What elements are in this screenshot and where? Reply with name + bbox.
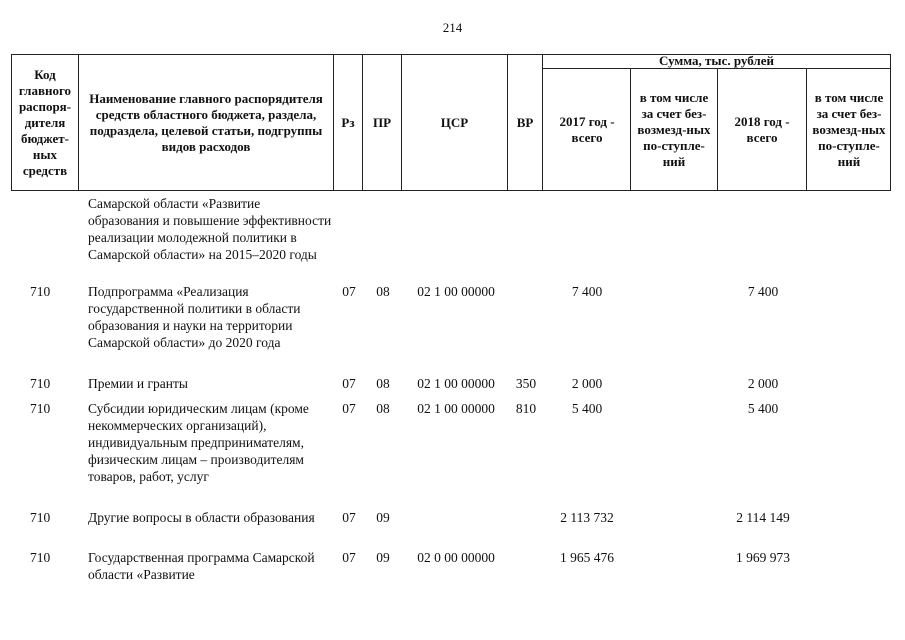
- row-csr: 02 1 00 00000: [417, 376, 495, 391]
- header-bottom-border: [11, 190, 891, 191]
- row-vr: 810: [515, 401, 537, 416]
- row-sum-2018: 7 400: [747, 284, 779, 299]
- row-pr: 08: [376, 401, 390, 416]
- row-sum-2017: 2 113 732: [560, 510, 614, 525]
- row-rz: 07: [342, 510, 356, 525]
- col-divider: [78, 54, 79, 191]
- col-divider: [806, 68, 807, 191]
- row-code: 710: [30, 510, 51, 525]
- header-name: Наименование главного распорядителя средств областного бюджета, раздела, подраздела, целевой статьи, подгруппы видов расходов: [89, 91, 323, 154]
- row-rz: 07: [342, 550, 356, 565]
- row-pr: 08: [376, 284, 390, 299]
- row-name: Премии и гранты: [88, 376, 188, 391]
- row-sum-2017: 5 400: [571, 401, 603, 416]
- row-code: 710: [30, 376, 51, 391]
- row-name: Государственная программа Самарской области «Развитие: [88, 550, 315, 582]
- header-2018-total: 2018 год - всего: [734, 114, 790, 145]
- header-right-border: [890, 54, 891, 191]
- table-header: [11, 54, 891, 191]
- header-2017-total: 2017 год - всего: [559, 114, 615, 145]
- row-name: Субсидии юридическим лицам (кроме некоммерческих организаций), индивидуальным предпринимателям, физическим лицам – производителям товаров, работ, услуг: [88, 401, 309, 484]
- row-sum-2018: 1 969 973: [736, 550, 790, 565]
- header-csr: ЦСР: [440, 115, 469, 130]
- header-2017-free: в том числе за счет без-возмезд-ных по-ступле-ний: [637, 90, 711, 169]
- row-name: Подпрограмма «Реализация государственной политики в области образования и науки на территории Самарской области» до 2020 года: [88, 284, 301, 350]
- row-code: 710: [30, 550, 51, 565]
- header-sum: Сумма, тыс. рублей: [659, 53, 774, 68]
- header-code: Код главного распоря-дителя бюджет-ных средств: [18, 67, 72, 178]
- row-name: Другие вопросы в области образования: [88, 510, 315, 525]
- header-left-border: [11, 54, 12, 191]
- page-number: 214: [442, 20, 463, 35]
- row-code: 710: [30, 401, 51, 416]
- table-row: [0, 195, 905, 280]
- table-row: [0, 509, 905, 543]
- header-2018-free: в том числе за счет без-возмезд-ных по-ступле-ний: [812, 90, 886, 169]
- row-sum-2018: 2 114 149: [736, 510, 790, 525]
- row-rz: 07: [342, 284, 356, 299]
- row-sum-2017: 1 965 476: [560, 550, 614, 565]
- row-sum-2018: 2 000: [747, 376, 779, 391]
- row-sum-2017: 2 000: [571, 376, 603, 391]
- row-pr: 08: [376, 376, 390, 391]
- row-csr: 02 1 00 00000: [417, 284, 495, 299]
- header-vr: ВР: [516, 115, 534, 130]
- table-row: [0, 375, 905, 392]
- row-code: 710: [30, 284, 51, 299]
- col-divider: [717, 68, 718, 191]
- row-rz: 07: [342, 401, 356, 416]
- header-rz: Рз: [341, 115, 355, 130]
- row-csr: 02 1 00 00000: [417, 401, 495, 416]
- col-divider: [542, 54, 543, 191]
- row-vr: 350: [515, 376, 537, 391]
- table-row: [0, 283, 905, 368]
- table-row: [0, 549, 905, 583]
- header-pr: ПР: [372, 115, 392, 130]
- row-sum-2017: 7 400: [571, 284, 603, 299]
- row-sum-2018: 5 400: [747, 401, 779, 416]
- row-pr: 09: [376, 550, 390, 565]
- row-name: Самарской области «Развитие образования и повышение эффективности реализации молодежной политики в Самарской области» на 2015–2020 годы: [88, 196, 332, 262]
- row-csr: 02 0 00 00000: [417, 550, 495, 565]
- row-pr: 09: [376, 510, 390, 525]
- table-row: [0, 400, 905, 502]
- col-divider: [630, 68, 631, 191]
- row-rz: 07: [342, 376, 356, 391]
